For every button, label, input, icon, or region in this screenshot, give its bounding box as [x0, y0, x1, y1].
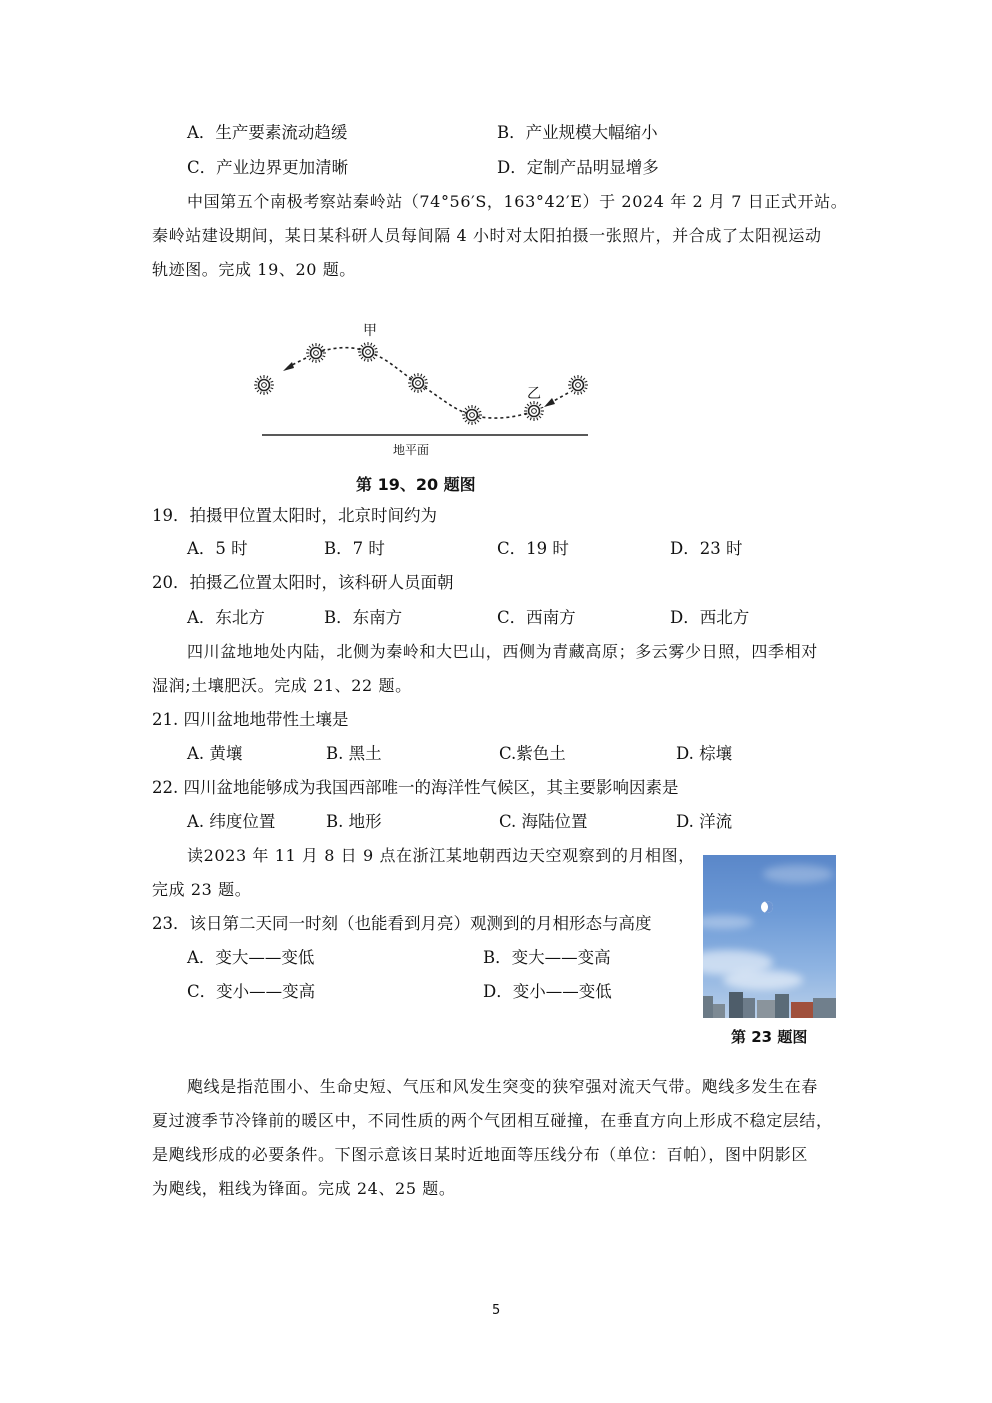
- q22-option-c: C. 海陆位置: [499, 812, 588, 831]
- sun-icon: [254, 375, 274, 395]
- q19-option-a: A．5 时: [187, 539, 248, 558]
- arrow-right-icon: [544, 398, 555, 407]
- moon-photo: [703, 855, 836, 1018]
- q20-option-c: C．西南方: [497, 608, 576, 627]
- q22-option-d: D. 洋流: [676, 812, 733, 831]
- page-number: 5: [492, 1303, 501, 1318]
- q19-option-b: B．7 时: [324, 539, 385, 558]
- q18-option-c: C．产业边界更加清晰: [187, 158, 349, 177]
- q20-option-d: D．西北方: [670, 608, 750, 627]
- label-yi: 乙: [527, 386, 541, 402]
- moon-icon: [761, 901, 773, 913]
- q23-option-c: C．变小——变高: [187, 982, 316, 1001]
- q21-stem: 21. 四川盆地地带性土壤是: [152, 710, 349, 729]
- passage1-line3: 轨迹图。完成 19、20 题。: [152, 260, 356, 279]
- sun-yi-icon: [524, 401, 544, 421]
- figure1-caption: 第 19、20 题图: [356, 475, 476, 494]
- q21-option-c: C.紫色土: [499, 744, 566, 763]
- sun-jia-icon: [358, 342, 378, 362]
- passage4-line1: 飑线是指范围小、生命史短、气压和风发生突变的狭窄强对流天气带。飑线多发生在春: [187, 1077, 818, 1096]
- q19-option-d: D．23 时: [670, 539, 743, 558]
- passage4-line2: 夏过渡季节冷锋前的暖区中，不同性质的两个气团相互碰撞，在垂直方向上形成不稳定层结，: [152, 1111, 833, 1130]
- q18-option-b: B．产业规模大幅缩小: [497, 123, 658, 142]
- sun-icon: [408, 373, 428, 393]
- sun-icon: [462, 405, 482, 425]
- q19-stem: 19．拍摄甲位置太阳时，北京时间约为: [152, 506, 437, 525]
- q20-stem: 20．拍摄乙位置太阳时，该科研人员面朝: [152, 573, 454, 592]
- passage1-line2: 秦岭站建设期间，某日某科研人员每间隔 4 小时对太阳拍摄一张照片，并合成了太阳视运动: [152, 226, 822, 245]
- q20-option-a: A．东北方: [187, 608, 265, 627]
- q20-option-b: B．东南方: [324, 608, 403, 627]
- sun-icon: [306, 343, 326, 363]
- q23-stem: 23．该日第二天同一时刻（也能看到月亮）观测到的月相形态与高度: [152, 914, 652, 933]
- q21-option-b: B. 黑土: [326, 744, 382, 763]
- passage4-line3: 是飑线形成的必要条件。下图示意该日某时近地面等压线分布（单位：百帕），图中阴影区: [152, 1145, 809, 1164]
- q22-option-b: B. 地形: [326, 812, 382, 831]
- arrow-left-icon: [283, 362, 294, 371]
- q23-option-b: B．变大——变高: [483, 948, 611, 967]
- q23-option-a: A．变大——变低: [187, 948, 315, 967]
- passage2-line1: 四川盆地地处内陆，北侧为秦岭和大巴山，西侧为青藏高原；多云雾少日照，四季相对: [187, 642, 818, 661]
- q23-option-d: D．变小——变低: [483, 982, 612, 1001]
- passage3-line1: 读2023 年 11 月 8 日 9 点在浙江某地朝西边天空观察到的月相图，: [187, 846, 695, 865]
- label-jia: 甲: [363, 323, 377, 339]
- q18-option-a: A．生产要素流动趋缓: [187, 123, 348, 142]
- sun-icon: [568, 375, 588, 395]
- q18-option-d: D．定制产品明显增多: [497, 158, 659, 177]
- passage2-line2: 湿润;土壤肥沃。完成 21、22 题。: [152, 676, 412, 695]
- q19-option-c: C．19 时: [497, 539, 569, 558]
- horizon-label: 地平面: [393, 443, 430, 457]
- figure2-caption: 第 23 题图: [731, 1028, 808, 1046]
- q22-stem: 22. 四川盆地能够成为我国西部唯一的海洋性气候区，其主要影响因素是: [152, 778, 679, 797]
- passage4-line4: 为飑线，粗线为锋面。完成 24、25 题。: [152, 1179, 456, 1198]
- q21-option-d: D. 棕壤: [676, 744, 733, 763]
- passage3-line2: 完成 23 题。: [152, 880, 252, 899]
- passage1-line1: 中国第五个南极考察站秦岭站（74°56′S，163°42′E）于 2024 年 2 月 7 日正式开站。: [187, 192, 848, 211]
- q22-option-a: A. 纬度位置: [187, 812, 276, 831]
- q21-option-a: A. 黄壤: [187, 744, 243, 763]
